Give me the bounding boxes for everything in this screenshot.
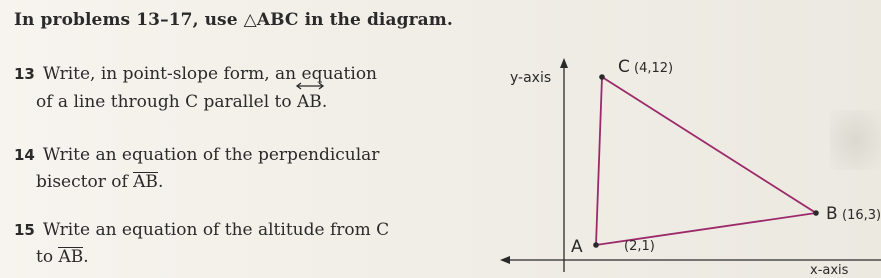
problem-text-line1: Write an equation of the perpendicular — [42, 145, 380, 165]
point-b-label: B — [826, 204, 838, 224]
problem-number: 15 — [14, 221, 35, 239]
segment-ab-notation: AB — [58, 247, 84, 267]
problem-text-suffix: . — [321, 92, 328, 112]
problem-text-line1: Write an equation of the altitude from C — [42, 220, 390, 240]
problem-13 — [14, 61, 377, 116]
line-ab-notation — [297, 88, 322, 116]
problem-text-line2 — [14, 88, 377, 116]
problem-number: 14 — [14, 146, 35, 164]
y-axis-arrowhead — [560, 58, 568, 68]
problem-text-line2 — [14, 169, 379, 196]
problem-text-prefix: to — [36, 247, 59, 267]
triangle-abc — [596, 77, 816, 245]
double-arrow-icon — [295, 82, 325, 90]
problem-text-prefix: of a line through C parallel to — [36, 92, 298, 112]
point-a-coords: (2,1) — [624, 239, 655, 254]
problem-text-prefix: bisector of — [36, 172, 134, 192]
problem-number: 13 — [14, 65, 35, 83]
vertex-a — [593, 242, 599, 248]
triangle-diagram — [470, 50, 881, 278]
point-c-coords: (4,12) — [634, 61, 674, 76]
point-c-label: C — [618, 57, 630, 77]
segment-ab-notation: AB — [133, 172, 158, 192]
vertex-b — [813, 210, 819, 216]
problem-text-line2 — [14, 244, 389, 271]
point-b-coords: (16,3) — [842, 208, 881, 223]
y-axis-label: y-axis — [510, 70, 552, 86]
problem-text-suffix: . — [83, 247, 89, 267]
vertex-c — [599, 74, 605, 80]
x-axis-label: x-axis — [810, 263, 849, 278]
problem-text-suffix: . — [157, 172, 164, 192]
point-a-label: A — [571, 237, 583, 257]
problem-15 — [14, 217, 389, 271]
problem-14 — [14, 142, 379, 196]
problem-text-line1: Write, in point-slope form, an equation — [42, 64, 378, 84]
segment-label: AB — [297, 92, 322, 112]
instructions-heading: In problems 13–17, use △ABC in the diagram. — [14, 10, 453, 30]
x-axis-arrowhead — [500, 256, 510, 264]
